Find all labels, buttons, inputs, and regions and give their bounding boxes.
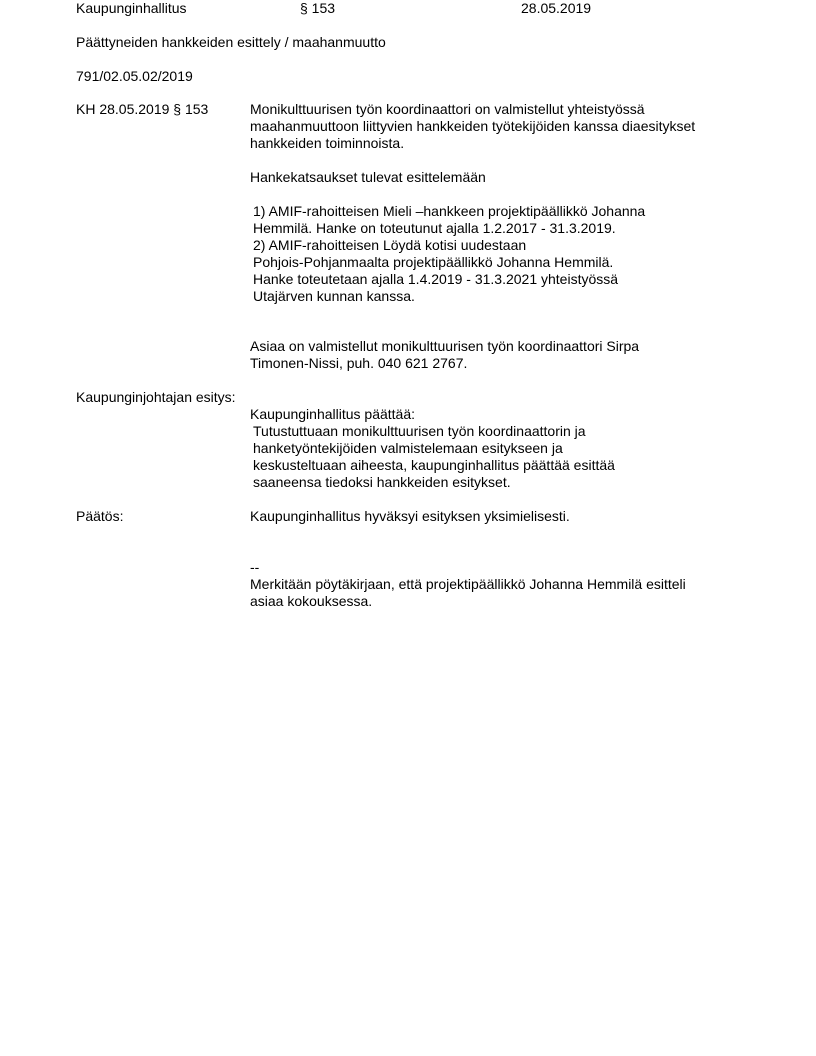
preparer-line: Timonen-Nissi, puh. 040 621 2767. <box>250 355 468 371</box>
header-date: 28.05.2019 <box>521 0 592 16</box>
project-list <box>253 203 645 305</box>
intro-line: hankkeiden toiminnoista. <box>250 135 405 151</box>
document-title: Päättyneiden hankkeiden esittely / maahanmuutto <box>76 34 386 50</box>
project-line: 1) AMIF-rahoitteisen Mieli –hankkeen projektipäällikkö Johanna <box>253 203 646 219</box>
preparer-line: Asiaa on valmistellut monikulttuurisen työn koordinaattori Sirpa <box>250 338 640 354</box>
intro-line: maahanmuuttoon liittyvien hankkeiden työtekijöiden kanssa diaesitykset <box>250 118 696 134</box>
project-line: Utajärven kunnan kanssa. <box>253 288 415 304</box>
project-line: 2) AMIF-rahoitteisen Löydä kotisi uudestaan <box>253 237 527 253</box>
overview-heading: Hankekatsaukset tulevat esittelemään <box>250 169 486 185</box>
decision-label: Päätös: <box>76 508 124 524</box>
decision-note <box>250 576 686 610</box>
project-line: Hemmilä. Hanke on toteutunut ajalla 1.2.2017 - 31.3.2019. <box>253 220 616 236</box>
proposal-line: hanketyöntekijöiden valmistelemaan esitykseen ja <box>253 440 563 456</box>
intro-line: Monikulttuurisen työn koordinaattori on valmistellut yhteistyössä <box>250 101 645 117</box>
proposal-line: keskusteltuaan aiheesta, kaupunginhallitus päättää esittää <box>253 457 615 473</box>
decision-text: Kaupunginhallitus hyväksyi esityksen yksimielisesti. <box>250 508 570 524</box>
project-line: Pohjois-Pohjanmaalta projektipäällikkö Johanna Hemmilä. <box>253 254 614 270</box>
header-body: Kaupunginhallitus <box>76 0 187 16</box>
proposal-text <box>253 423 615 491</box>
proposal-heading: Kaupunginhallitus päättää: <box>250 406 416 422</box>
diary-number: 791/02.05.02/2019 <box>76 68 193 84</box>
proposal-label: Kaupunginjohtajan esitys: <box>76 389 236 405</box>
decision-separator: -- <box>250 559 260 575</box>
proposal-line: Tutustuttuaan monikulttuurisen työn koordinaattorin ja <box>253 423 586 439</box>
preparer-info <box>250 338 639 372</box>
note-line: asiaa kokouksessa. <box>250 593 373 609</box>
project-line: Hanke toteutetaan ajalla 1.4.2019 - 31.3.2021 yhteistyössä <box>253 271 619 287</box>
header-section: § 153 <box>300 0 336 16</box>
proposal-line: saaneensa tiedoksi hankkeiden esitykset. <box>253 474 511 490</box>
note-line: Merkitään pöytäkirjaan, että projektipäällikkö Johanna Hemmilä esitteli <box>250 576 686 592</box>
kh-entry-intro <box>250 101 695 152</box>
kh-entry-label: KH 28.05.2019 § 153 <box>76 101 209 117</box>
